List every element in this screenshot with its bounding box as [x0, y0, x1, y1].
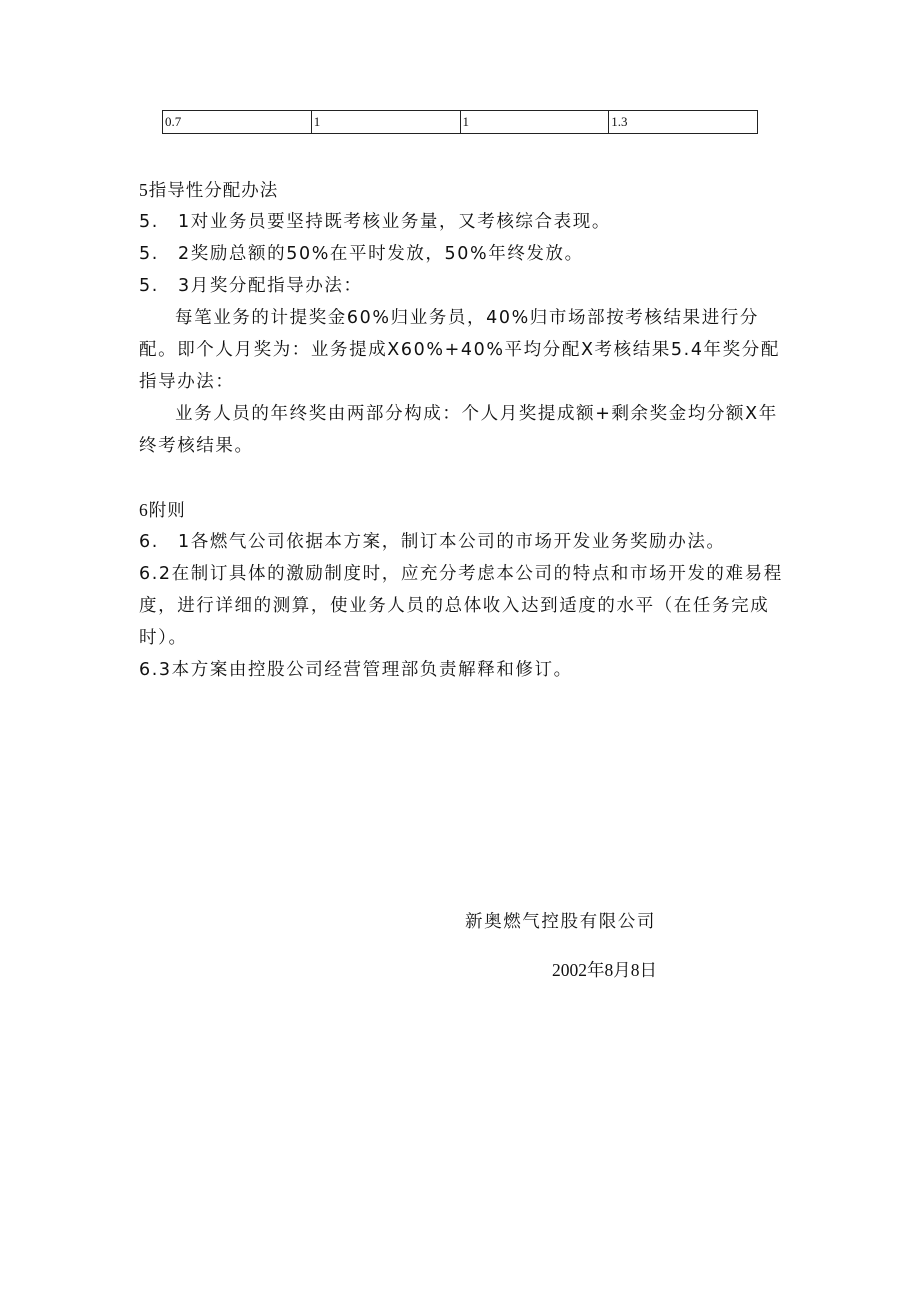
section-5-paragraph-1: 每笔业务的计提奖金60%归业务员，40%归市场部按考核结果进行分配。即个人月奖为：业务提成X60%+40%平均分配X考核结果5.4年奖分配指导办法：: [139, 308, 780, 392]
section-gap: [139, 462, 784, 494]
section-5-item-2: 5. 2奖励总额的50%在平时发放，50%年终发放。: [139, 244, 584, 264]
table-cell: 0.7: [163, 111, 312, 134]
signature-date: 2002年8月8日: [552, 960, 657, 980]
table-row: [163, 111, 758, 134]
section-5-item-3: 5. 3月奖分配指导办法：: [139, 276, 363, 296]
section-6-item-3: 6.3本方案由控股公司经营管理部负责解释和修订。: [139, 660, 573, 680]
table-cell: 1: [311, 111, 460, 134]
section-6-item-1: 6. 1各燃气公司依据本方案，制订本公司的市场开发业务奖励办法。: [139, 532, 726, 552]
section-6-heading: 6附则: [139, 500, 186, 520]
document-body: [139, 174, 784, 686]
section-5-heading: 5指导性分配办法: [139, 180, 279, 200]
table-cell: 1.3: [609, 111, 758, 134]
score-table: [162, 110, 758, 134]
section-5-paragraph-2: 业务人员的年终奖由两部分构成：个人月奖提成额+剩余奖金均分额X年终考核结果。: [139, 404, 778, 456]
signature-company: 新奥燃气控股有限公司: [465, 912, 656, 932]
table-cell: 1: [460, 111, 609, 134]
section-5-item-1: 5. 1对业务员要坚持既考核业务量，又考核综合表现。: [139, 212, 611, 232]
section-6-item-2: 6.2在制订具体的激励制度时，应充分考虑本公司的特点和市场开发的难易程度，进行详细的测算，使业务人员的总体收入达到适度的水平（在任务完成时）。: [139, 564, 783, 648]
